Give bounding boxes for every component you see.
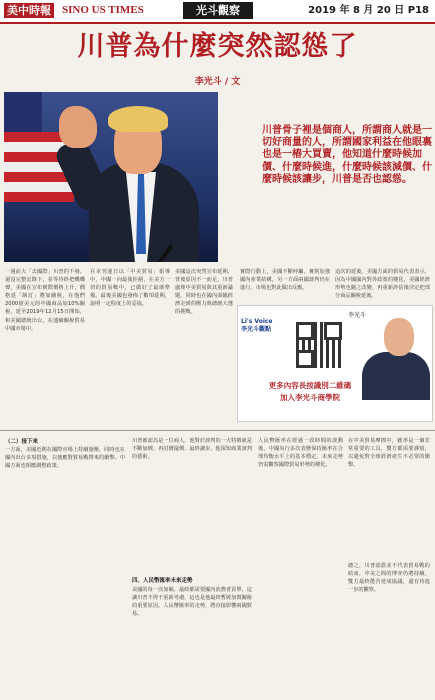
- ad-logo-title: Li's Voice: [241, 318, 273, 325]
- ad-person-face: [384, 318, 414, 356]
- flag-canton: [4, 92, 42, 132]
- section-divider: [0, 430, 435, 431]
- body-column: 這次的延後。美國方面的貿易代表表示，因為中國國內對外政策的變化，美國經濟形勢也隨之改變，再重新評估後決定把部分商品關稅延後。: [335, 269, 430, 300]
- masthead: [0, 0, 435, 24]
- body-column: 一方面，美國近期在國際市場上持續施壓，同時也在國內出台多項措施，以便應對貿易戰帶來的衝擊。中國方面也相應調整政策。: [5, 447, 125, 470]
- body-column: 一週前大「去國際」川普的不發。還沒完整記錄下，並等待終把嘰嘰聲，美國在宣布實際價格上升，價格延「制訂」將加關稅，在他們2000億美元的中國商品加10%關稅，延至2019年12月15日開始，和美國總統出台，在連續關稅貿易中國市場中。: [5, 269, 85, 332]
- body-column: 美國的每一次加碼，最終都需要國內消費者買單，這讓川普不得不重新考慮，這也是他最終暫緩加徵關稅的重要原因。人民幣匯率的走勢，將直接影響兩國貿易。: [132, 587, 252, 618]
- body-column: 川普被認為是一位商人，他對於談判的一大特徵就是不斷加價、再討價還價、最終讓步。他深知商業談判的藝術。: [132, 438, 252, 461]
- issue-date: 2019 年 8 月 20 日 P18: [308, 5, 429, 16]
- ad-cta-line-1: 更多內容長按識別二維碼: [268, 381, 352, 390]
- body-column: 實際行動上，美國不斷呼籲、實則加強國內產業結構，另一方面兩國談判仍在進行，市場也對此做出反應。: [240, 269, 330, 292]
- subhead: （二）接下來: [5, 439, 39, 445]
- body-column: 美國這次突然宣布延期，背後原因不一而足。川普處理中美貿易與其重新議題，同時也在國內面臨經濟走緩的壓力與總統大選的挑戰。: [175, 269, 233, 316]
- byline: 李光斗 / 文: [194, 77, 241, 87]
- body-column: 人民幣匯率在經過一段時間的波動後，中國央行多次表態保持匯率在合理均衡水平上的基本穩定，未來走勢仍需觀察國際貿易形勢的變化。: [258, 438, 343, 469]
- newspaper-logo: 美中時報: [4, 3, 54, 18]
- ad-cta-line-2: 加入李光斗商學院: [280, 393, 340, 402]
- hair: [108, 106, 168, 132]
- raised-hand: [59, 106, 97, 148]
- subhead: 四、人民幣匯率未來走勢: [132, 578, 193, 584]
- newspaper-english-name: SINO US TIMES: [62, 4, 144, 16]
- ad-logo-subtitle: 李光斗觀點: [241, 326, 272, 333]
- section-label: 光斗觀察: [183, 2, 253, 19]
- ad-person-name: 李光斗: [348, 312, 367, 319]
- flag-stripe: [4, 192, 74, 202]
- qr-corner: [324, 322, 342, 340]
- body-column: 在本刊連日以「中美貿易」報導中，中國一向最後拒絕，在美方一切的貿易戰中，已做好了最壞準備。最後美國也發佈了數項延期，說明一定程度上的妥協。: [90, 269, 170, 308]
- qr-code-icon[interactable]: [296, 322, 342, 368]
- qr-corner: [296, 322, 314, 340]
- ad-logo: [241, 318, 287, 334]
- body-column: 總之，川普認慫並不代表貿易戰的結束，中美之間的博弈仍將持續，雙方最終能否達成協議，還有待進一步的觀察。: [348, 563, 430, 594]
- body-column: 在中美貿易摩擦中，匯率是一個非常重要的工具，雙方都需要謹慎，以避免對全球經濟產生不必要的衝擊。: [348, 438, 430, 469]
- trump-photo: [4, 92, 218, 262]
- headline: 川普為什麼突然認慫了: [77, 31, 358, 62]
- pull-quote: 川普骨子裡是個商人，所謂商人就是一切好商量的人，所謂國家利益在他眼裏也是一樁大買賣，他知道什麼時候加價、什麼時候進，什麼時候該減價、什麼時候該讓步，川普是否也認慫。: [262, 125, 432, 185]
- flag-stripe: [4, 182, 74, 192]
- qr-corner: [296, 350, 314, 368]
